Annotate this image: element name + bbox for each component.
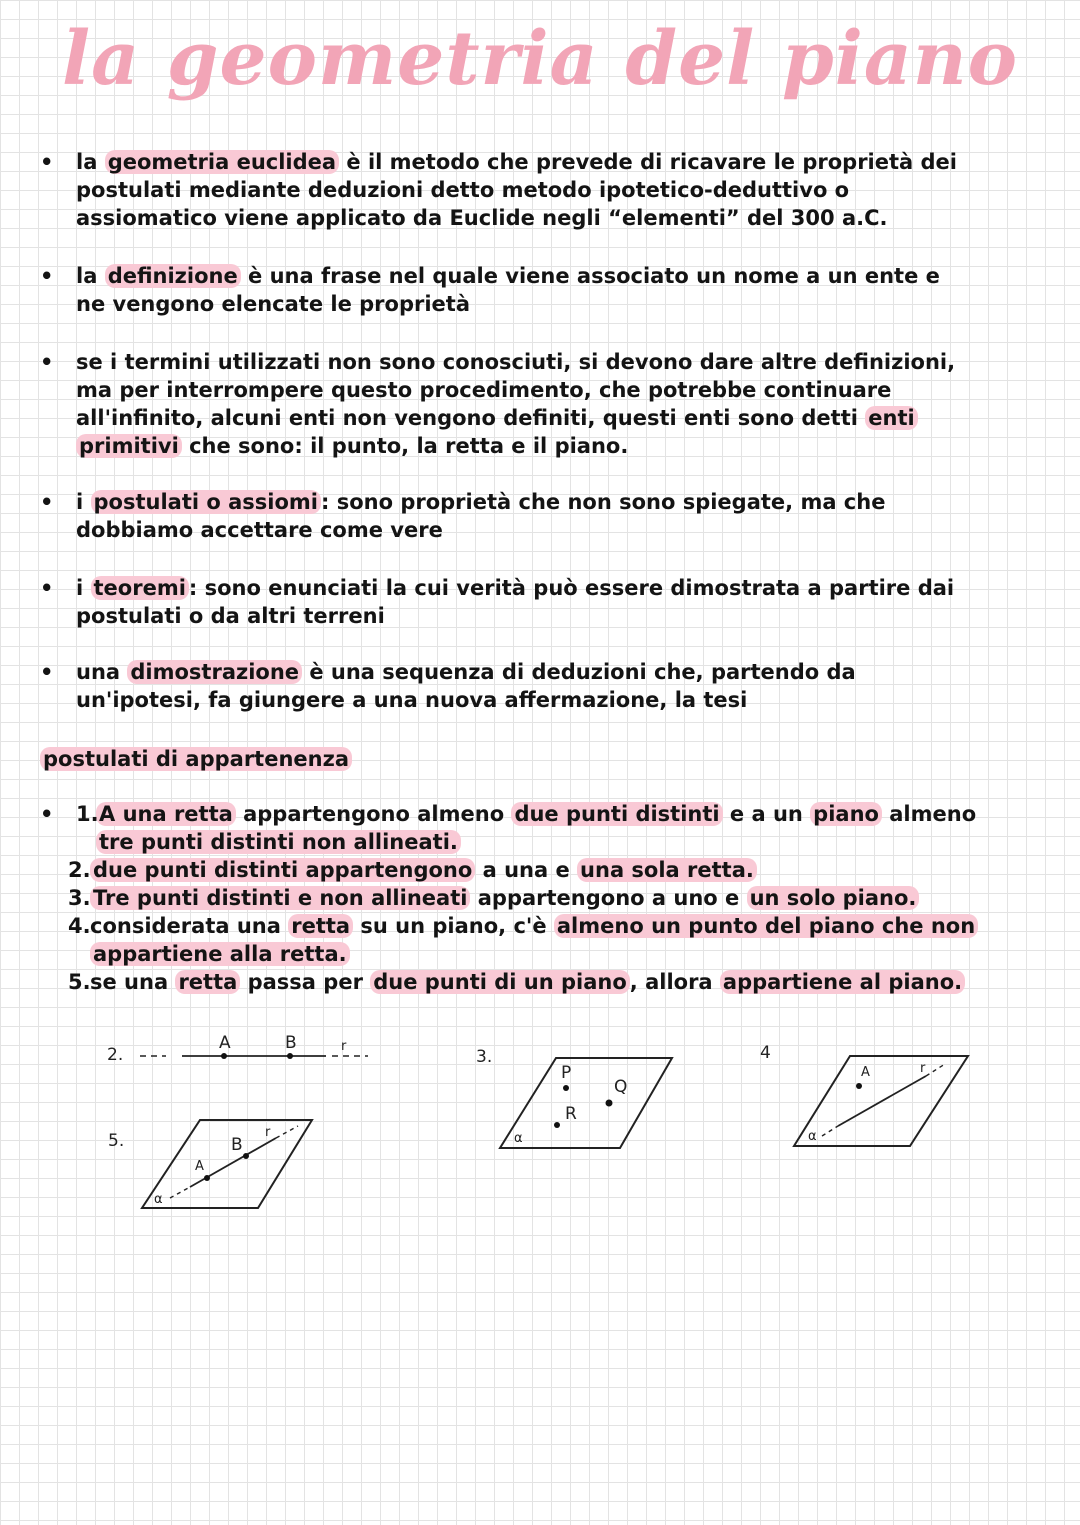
point-a <box>221 1053 227 1059</box>
line-r-label: r <box>341 1039 347 1054</box>
postulate-number: 1. <box>76 802 99 826</box>
postulate-number: 2. <box>68 858 91 882</box>
postulate-number: 3. <box>68 886 91 910</box>
point-r <box>554 1122 560 1128</box>
plane-alpha-label: α <box>808 1129 817 1144</box>
plane-parallelogram <box>142 1120 312 1208</box>
bullet-dot: • <box>40 264 54 288</box>
bullet-geometria-euclidea <box>40 148 960 232</box>
point-q <box>606 1100 613 1107</box>
point-p <box>563 1085 569 1091</box>
postulate-item <box>76 800 980 856</box>
bullet-dot: • <box>40 802 54 826</box>
bullet-text: la geometria euclidea è il metodo che prevede di ricavare le proprietà dei postulati mediante deduzioni detto metodo ipotetico-deduttivo o assiomatico viene applicato da Euclide negli “elementi” del 300 a.C. <box>76 150 957 230</box>
point-a-label: A <box>861 1065 870 1080</box>
line-dashed-left <box>822 1126 838 1136</box>
line-r-label: r <box>265 1125 271 1140</box>
highlight: enti primitivi <box>76 406 918 458</box>
bullet-dimostrazione <box>40 658 960 714</box>
bullet-dot: • <box>40 490 54 514</box>
point-b-label: B <box>285 1033 297 1053</box>
highlight: dimostrazione <box>127 660 302 684</box>
postulate-text: due punti distinti appartengono a una e una sola retta. <box>90 856 980 884</box>
postulate-number: 5. <box>68 970 91 994</box>
plane-parallelogram <box>500 1058 672 1148</box>
line-dashed-right <box>926 1064 945 1076</box>
postulates-list <box>40 800 980 996</box>
point-a-label: A <box>195 1159 204 1174</box>
figure-3-number: 3. <box>476 1047 493 1067</box>
section-heading-text: postulati di appartenenza <box>40 747 352 771</box>
bullet-enti-primitivi <box>40 348 960 460</box>
plane-alpha-label: α <box>514 1131 523 1146</box>
figure-3 <box>476 1047 672 1148</box>
line-r <box>838 1076 926 1126</box>
point-a <box>204 1175 210 1181</box>
section-heading <box>40 745 352 773</box>
postulate-number: 4. <box>68 914 91 938</box>
figure-4 <box>760 1043 968 1146</box>
bullet-teoremi <box>40 574 960 630</box>
postulate-item <box>68 856 980 884</box>
bullet-postulati <box>40 488 960 544</box>
point-b-label: B <box>231 1135 243 1155</box>
figure-4-number: 4 <box>760 1043 771 1063</box>
figures-svg <box>0 1020 1080 1240</box>
bullet-dot: • <box>40 350 54 374</box>
postulate-text: se una retta passa per due punti di un piano , allora appartiene al piano. <box>90 968 980 996</box>
line-dashed-left <box>170 1187 190 1198</box>
page-title: la geometria del piano <box>61 16 1019 102</box>
line-r-label: r <box>920 1061 926 1076</box>
postulate-text: Tre punti distinti e non allineati appartengono a uno e un solo piano. <box>90 884 980 912</box>
bullet-text: i teoremi : sono enunciati la cui verità può essere dimostrata a partire dai postulati o da altri terreni <box>76 576 955 628</box>
point-b <box>243 1153 249 1159</box>
highlight: teoremi <box>91 576 189 600</box>
bullet-text: i postulati o assiomi : sono proprietà che non sono spiegate, ma che dobbiamo accettare come vere <box>76 490 886 542</box>
plane-alpha-label: α <box>154 1192 163 1207</box>
highlight: postulati o assiomi <box>91 490 321 514</box>
figure-5 <box>108 1120 312 1208</box>
figures-area <box>0 1020 1080 1240</box>
highlight: geometria euclidea <box>105 150 339 174</box>
postulate-item <box>68 884 980 912</box>
highlight: definizione <box>105 264 241 288</box>
postulate-text: A una retta appartengono almeno due punti distinti e a un piano almeno tre punti distinti non allineati. <box>96 800 980 856</box>
bullet-dot: • <box>40 660 54 684</box>
figure-2-number: 2. <box>107 1045 124 1065</box>
point-p-label: P <box>561 1063 572 1083</box>
figure-2 <box>107 1033 368 1065</box>
postulate-text: considerata una retta su un piano, c'è almeno un punto del piano che non appartiene alla retta. <box>90 912 980 968</box>
point-a-label: A <box>219 1033 231 1053</box>
bullet-text: una dimostrazione è una sequenza di deduzioni che, partendo da un'ipotesi, fa giungere a una nuova affermazione, la tesi <box>76 660 856 712</box>
point-q-label: Q <box>614 1077 628 1097</box>
point-r-label: R <box>565 1104 577 1124</box>
bullet-text: se i termini utilizzati non sono conosciuti, si devono dare altre definizioni, ma per interrompere questo procedimento, che potrebbe continuare all'infinito, alcuni enti non vengono definiti, questi enti sono detti enti primitivi che sono: il punto, la retta e il piano. <box>76 350 956 458</box>
postulate-item <box>68 912 980 968</box>
point-a <box>856 1083 862 1089</box>
bullet-dot: • <box>40 150 54 174</box>
figure-5-number: 5. <box>108 1131 125 1151</box>
bullet-text: la definizione è una frase nel quale viene associato un nome a un ente e ne vengono elencate le proprietà <box>76 264 940 316</box>
line-dashed-right <box>276 1126 298 1138</box>
postulate-item <box>68 968 980 996</box>
bullet-dot: • <box>40 576 54 600</box>
bullet-definizione <box>40 262 960 318</box>
point-b <box>287 1053 293 1059</box>
